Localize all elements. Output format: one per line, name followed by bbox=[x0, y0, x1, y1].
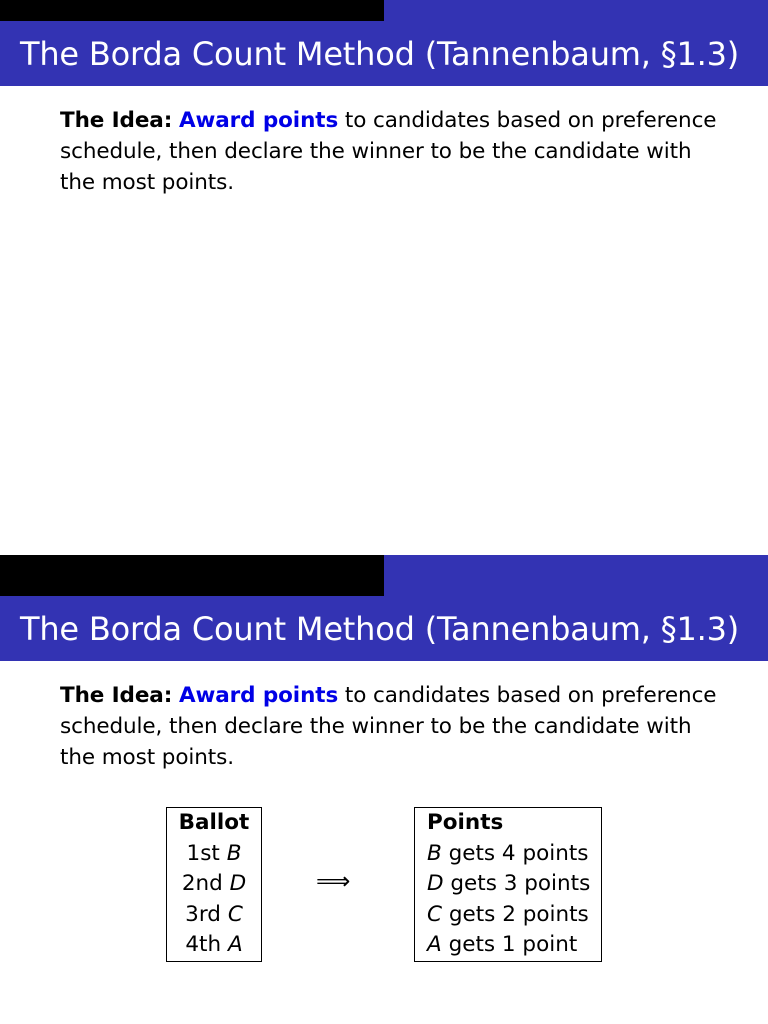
ballot-candidate: D bbox=[229, 871, 247, 896]
points-table bbox=[414, 807, 602, 962]
idea-text: to candidates based on preference schedule, then declare the winner to be the candidate with the most points. bbox=[60, 683, 717, 770]
header-strip-dark bbox=[0, 555, 384, 596]
points-row bbox=[427, 839, 601, 870]
points-text: gets 2 points bbox=[448, 901, 589, 927]
ballot-table bbox=[166, 807, 262, 962]
points-candidate: A bbox=[427, 932, 442, 957]
points-candidate: D bbox=[427, 871, 444, 896]
ballot-header: Ballot bbox=[178, 810, 250, 835]
slide-title-bar bbox=[0, 596, 768, 661]
slide-title: The Borda Count Method (Tannenbaum, §1.3) bbox=[20, 34, 740, 73]
idea-label: The Idea: bbox=[60, 108, 173, 133]
header-strip bbox=[0, 0, 768, 21]
header-strip-dark bbox=[0, 0, 384, 21]
ballot-row bbox=[167, 900, 261, 931]
points-header: Points bbox=[427, 810, 504, 835]
ballot-rank: 4th bbox=[185, 932, 222, 957]
idea-paragraph bbox=[60, 680, 720, 773]
points-candidate: C bbox=[427, 901, 443, 927]
ballot-row bbox=[167, 930, 261, 961]
idea-label: The Idea: bbox=[60, 683, 173, 708]
implies-arrow-icon: ⟹ bbox=[316, 867, 351, 895]
slide-title-bar bbox=[0, 21, 768, 86]
points-text: gets 3 points bbox=[450, 871, 591, 896]
points-candidate: B bbox=[427, 840, 442, 866]
ballot-row bbox=[167, 869, 261, 900]
points-row bbox=[427, 930, 601, 961]
ballot-rank: 2nd bbox=[181, 871, 223, 896]
points-row bbox=[427, 869, 601, 900]
points-text: gets 4 points bbox=[448, 840, 589, 866]
points-text: gets 1 point bbox=[448, 932, 578, 957]
idea-text: to candidates based on preference schedule, then declare the winner to be the candidate with the most points. bbox=[60, 108, 717, 195]
header-strip-blue bbox=[384, 0, 768, 21]
idea-highlight: Award points bbox=[178, 683, 339, 708]
ballot-candidate: B bbox=[226, 840, 242, 866]
ballot-candidate: C bbox=[227, 901, 243, 927]
ballot-candidate: A bbox=[227, 932, 243, 957]
slide-2 bbox=[0, 555, 768, 1024]
ballot-row bbox=[167, 839, 261, 870]
idea-paragraph bbox=[60, 105, 720, 198]
header-strip-blue bbox=[384, 555, 768, 596]
ballot-rank: 1st bbox=[186, 840, 220, 866]
ballot-rank: 3rd bbox=[185, 901, 221, 927]
slide-title: The Borda Count Method (Tannenbaum, §1.3) bbox=[20, 609, 740, 648]
points-row bbox=[427, 900, 601, 931]
header-strip bbox=[0, 555, 768, 596]
idea-highlight: Award points bbox=[178, 108, 339, 133]
